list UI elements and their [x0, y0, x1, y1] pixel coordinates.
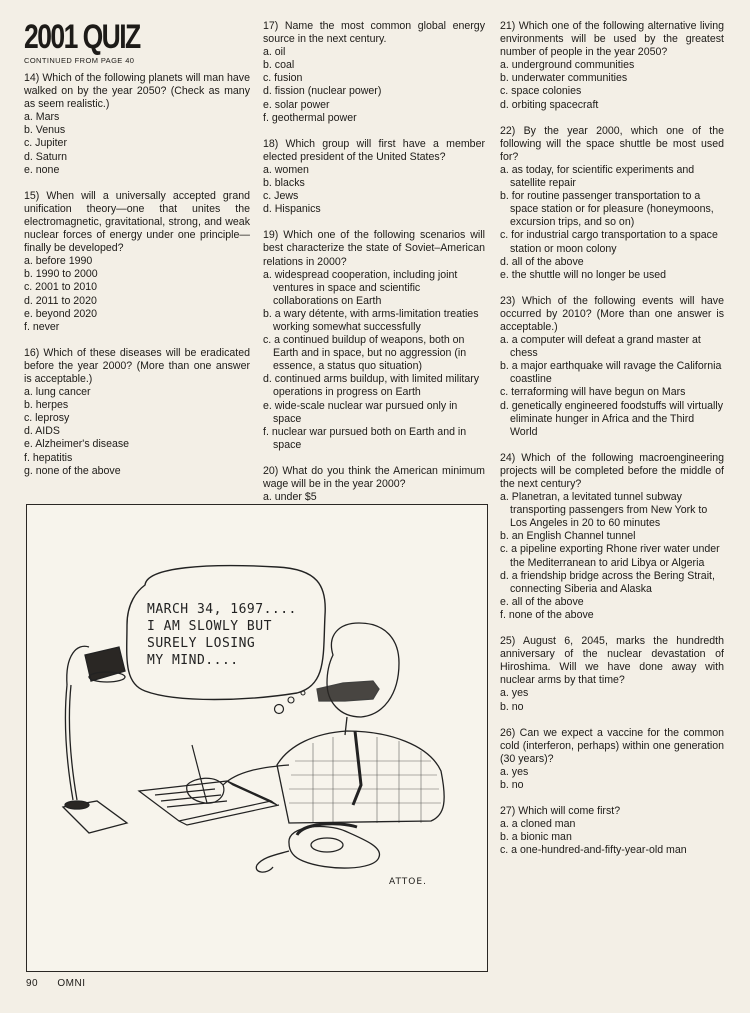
- answer-option: d. AIDS: [24, 425, 60, 438]
- answer-option: b. underwater communities: [500, 72, 628, 85]
- quiz-question: [263, 20, 485, 138]
- spacer: [24, 177, 250, 190]
- question-text: 23) Which of the following events will have occurred by 2010? (More than one answer is acceptable.): [500, 294, 724, 333]
- answer-option: b. for routine passenger transportation to a space station or for pleasure (honeymoons, excursion trips, and so on): [500, 190, 714, 229]
- question-text: 17) Name the most common global energy source in the next century.: [263, 20, 485, 46]
- answer-option: f. nuclear war pursued both on Earth and in space: [263, 425, 467, 451]
- answer-options: [263, 269, 485, 452]
- answer-options: [500, 164, 724, 282]
- writing-hand-icon: [187, 745, 289, 803]
- answer-option: a. yes: [500, 765, 529, 778]
- answer-option: g. none of the above: [24, 464, 121, 477]
- quiz-question: [24, 347, 250, 478]
- quiz-question: [500, 805, 724, 857]
- answer-option: b. a bionic man: [500, 831, 572, 844]
- answer-option: a. Planetran, a levitated tunnel subway transporting passengers from New York to Los Angeles in 20 to 60 minutes: [500, 491, 708, 530]
- answer-option: b. blacks: [263, 177, 305, 190]
- spacer: [263, 216, 485, 229]
- answer-option: e. solar power: [263, 98, 330, 111]
- bubble-dot-2: [288, 697, 294, 703]
- answer-option: c. Jews: [263, 190, 299, 203]
- answer-options: [24, 111, 250, 176]
- question-text: 24) Which of the following macroengineering projects will be completed before the middle of the next century?: [500, 451, 724, 490]
- answer-option: e. all of the above: [500, 595, 584, 608]
- spacer: [500, 439, 724, 452]
- answer-option: d. continued arms buildup, with limited military operations in progress on Earth: [263, 373, 480, 399]
- answer-options: [263, 46, 485, 125]
- answer-option: f. never: [24, 320, 60, 333]
- answer-option: b. no: [500, 700, 524, 713]
- answer-option: a. oil: [263, 46, 286, 59]
- question-text: 14) Which of the following planets will man have walked on by the year 2050? (Check as many as seem realistic.): [24, 72, 250, 111]
- answer-option: f. geothermal power: [263, 111, 357, 124]
- answer-option: d. Saturn: [24, 150, 67, 163]
- answer-option: b. no: [500, 778, 524, 791]
- quiz-question: [500, 20, 724, 125]
- artist-signature: ATTOE.: [389, 877, 427, 887]
- answer-option: c. fusion: [263, 72, 303, 85]
- spacer: [500, 112, 724, 125]
- answer-option: c. a pipeline exporting Rhone river water under the Mediterranean to arid Libya or Algeria: [500, 543, 720, 569]
- quiz-question: [500, 295, 724, 452]
- bubble-dot-1: [275, 705, 284, 714]
- quiz-question: [24, 190, 250, 347]
- answer-options: [500, 687, 724, 713]
- answer-option: d. orbiting spacecraft: [500, 98, 599, 111]
- magazine-name: OMNI: [57, 978, 86, 989]
- answer-options: [24, 386, 250, 478]
- answer-option: a. lung cancer: [24, 386, 91, 399]
- desk-lamp-icon: [63, 646, 127, 833]
- spacer: [500, 792, 724, 805]
- answer-options: [500, 59, 724, 111]
- spacer: [24, 334, 250, 347]
- spacer: [500, 622, 724, 635]
- question-text: 27) Which will come first?: [500, 805, 621, 818]
- answer-options: [500, 491, 724, 622]
- answer-option: f. hepatitis: [24, 451, 73, 464]
- column-1: [24, 72, 250, 478]
- cartoon: [26, 504, 488, 972]
- column-3: [500, 20, 724, 857]
- column-2: [263, 20, 485, 557]
- quiz-question: [24, 72, 250, 190]
- answer-option: c. leprosy: [24, 412, 70, 425]
- answer-option: b. 1990 to 2000: [24, 268, 98, 281]
- answer-option: c. Jupiter: [24, 137, 67, 150]
- answer-option: e. wide-scale nuclear war pursued only in space: [263, 399, 458, 425]
- page-footer: [26, 978, 86, 989]
- caption-line: MARCH 34, 1697....: [147, 602, 297, 617]
- answer-option: a. as today, for scientific experiments and satellite repair: [500, 163, 695, 190]
- answer-options: [500, 766, 724, 792]
- answer-option: e. Alzheimer's disease: [24, 438, 130, 451]
- question-text: 16) Which of these diseases will be eradicated before the year 2000? (More than one answer is acceptable.): [24, 346, 250, 385]
- spacer: [500, 714, 724, 727]
- answer-option: a. under $5: [263, 491, 317, 504]
- answer-option: a. widespread cooperation, including joint ventures in space and scientific collaborations on Earth: [263, 268, 458, 307]
- answer-option: e. none: [24, 163, 60, 176]
- answer-option: a. Mars: [24, 111, 60, 124]
- quiz-question: [500, 727, 724, 805]
- spacer: [263, 452, 485, 465]
- caption-line: SURELY LOSING: [147, 636, 256, 651]
- question-text: 15) When will a universally accepted grand unification theory—one that unites the electromagnetic, gravitational, strong, and weak nuclear forces of energy under one principle—finally be developed?: [24, 189, 250, 255]
- spacer: [263, 125, 485, 138]
- question-text: 20) What do you think the American minimum wage will be in the year 2000?: [263, 464, 485, 490]
- answer-option: b. an English Channel tunnel: [500, 530, 636, 543]
- answer-option: b. a major earthquake will ravage the California coastline: [500, 360, 722, 386]
- answer-option: c. 2001 to 2010: [24, 281, 98, 294]
- page-number: 90: [26, 978, 39, 989]
- answer-option: a. yes: [500, 687, 529, 700]
- question-text: 19) Which one of the following scenarios will best characterize the state of Soviet–American relations in 2000?: [263, 229, 485, 268]
- answer-option: a. before 1990: [24, 255, 93, 268]
- quiz-question: [500, 635, 724, 727]
- question-text: 18) Which group will first have a member elected president of the United States?: [263, 137, 485, 163]
- quiz-question: [263, 138, 485, 230]
- question-text: 21) Which one of the following alternative living environments will be used by the greatest number of people in the year 2050?: [500, 20, 724, 59]
- cartoon-illustration: [27, 505, 487, 971]
- quiz-question: [263, 229, 485, 465]
- masthead: [24, 18, 172, 65]
- telephone-icon: [256, 824, 379, 872]
- answer-option: c. a one-hundred-and-fifty-year-old man: [500, 844, 687, 857]
- answer-options: [500, 334, 724, 439]
- answer-option: b. herpes: [24, 399, 69, 412]
- question-text: 25) August 6, 2045, marks the hundredth anniversary of the nuclear devastation of Hiroshima. Will we have done away with nuclear arms by that time?: [500, 635, 724, 687]
- answer-option: d. genetically engineered foodstuffs will virtually eliminate hunger in Africa and the Third World: [500, 399, 723, 438]
- answer-option: f. none of the above: [500, 608, 594, 621]
- answer-option: b. a wary détente, with arms-limitation treaties working somewhat successfully: [263, 307, 479, 333]
- answer-option: d. a friendship bridge across the Bering Strait, connecting Siberia and Alaska: [500, 569, 715, 595]
- quiz-question: [500, 125, 724, 295]
- spacer: [500, 282, 724, 295]
- answer-option: d. all of the above: [500, 255, 584, 268]
- answer-option: c. terraforming will have begun on Mars: [500, 386, 686, 399]
- answer-option: c. space colonies: [500, 85, 582, 98]
- answer-option: b. coal: [263, 59, 295, 72]
- answer-option: d. fission (nuclear power): [263, 85, 382, 98]
- answer-option: a. women: [263, 163, 309, 176]
- question-text: 22) By the year 2000, which one of the following will the space shuttle be most used for?: [500, 124, 724, 163]
- bald-man-figure: [277, 623, 444, 823]
- answer-option: b. Venus: [24, 124, 66, 137]
- caption-line: MY MIND....: [147, 653, 239, 668]
- answer-option: d. Hispanics: [263, 203, 321, 216]
- page-title: 2001 QUIZ: [24, 18, 140, 56]
- answer-option: a. underground communities: [500, 59, 635, 72]
- answer-options: [263, 164, 485, 216]
- answer-option: c. for industrial cargo transportation to a space station or moon colony: [500, 229, 718, 255]
- answer-option: e. the shuttle will no longer be used: [500, 268, 667, 281]
- caption-line: I AM SLOWLY BUT: [147, 619, 272, 634]
- cartoon-caption: [147, 601, 297, 669]
- answer-option: a. a computer will defeat a grand master at chess: [500, 334, 701, 360]
- answer-option: e. beyond 2020: [24, 307, 98, 320]
- question-text: 26) Can we expect a vaccine for the common cold (interferon, perhaps) within one generation (30 years)?: [500, 726, 724, 765]
- continued-note: CONTINUED FROM PAGE 40: [24, 56, 135, 65]
- quiz-question: [500, 452, 724, 635]
- answer-option: c. a continued buildup of weapons, both on Earth and in space, but no aggression (in essence, a status quo situation): [263, 334, 467, 373]
- answer-options: [500, 818, 724, 857]
- answer-option: d. 2011 to 2020: [24, 294, 97, 307]
- answer-option: a. a cloned man: [500, 818, 576, 831]
- answer-options: [24, 255, 250, 334]
